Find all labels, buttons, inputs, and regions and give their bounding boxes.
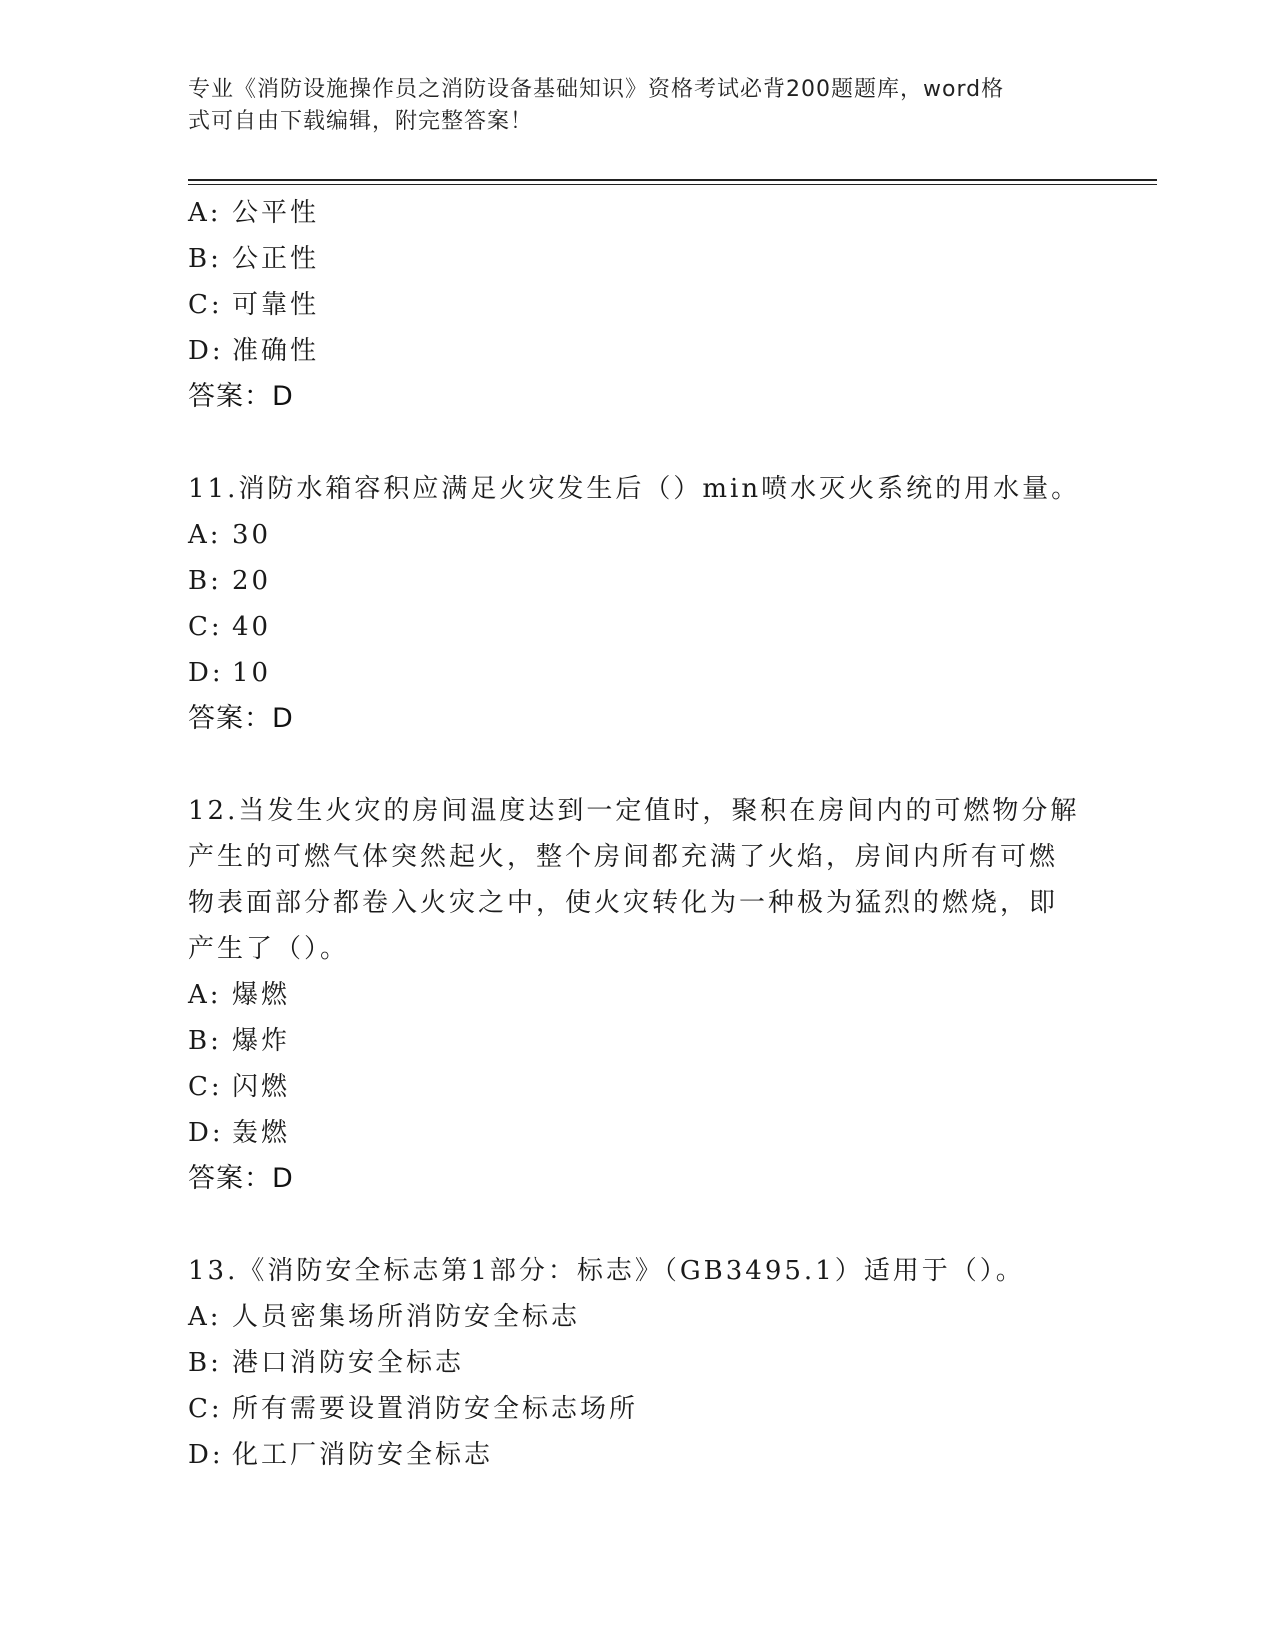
stem-line: 产生了（）。 [188, 934, 350, 964]
question-stem: 11.消防水箱容积应满足火灾发生后（）min喷水灭火系统的用水量。 [188, 474, 1081, 504]
answer: 答案：D [188, 381, 294, 412]
question-12 [188, 788, 1088, 1202]
option-b: B: 公正性 [188, 244, 320, 274]
question-13 [188, 1248, 1088, 1478]
option-d: D: 化工厂消防安全标志 [188, 1440, 494, 1470]
question-list [188, 190, 1088, 1478]
stem-line: 物表面部分都卷入火灾之中，使火灾转化为一种极为猛烈的燃烧，即 [188, 888, 1059, 918]
option-c: C: 闪燃 [188, 1072, 291, 1102]
header-line-2: 式可自由下载编辑，附完整答案！ [188, 109, 534, 134]
option-c: C: 可靠性 [188, 290, 320, 320]
option-a: A: 公平性 [188, 198, 320, 228]
option-d: D: 10 [188, 658, 272, 688]
question-stem: 13.《消防安全标志第1部分：标志》（GB3495.1）适用于（）。 [188, 1256, 1025, 1286]
option-a: A: 30 [188, 520, 272, 550]
option-b: B: 爆炸 [188, 1026, 291, 1056]
stem-line: 产生的可燃气体突然起火，整个房间都充满了火焰，房间内所有可燃 [188, 842, 1059, 872]
option-c: C: 所有需要设置消防安全标志场所 [188, 1394, 639, 1424]
answer: 答案：D [188, 1163, 294, 1194]
answer: 答案：D [188, 703, 294, 734]
header-divider-thick [188, 179, 1157, 181]
option-c: C: 40 [188, 612, 272, 642]
option-d: D: 准确性 [188, 336, 320, 366]
document-header [188, 74, 1088, 138]
question-10 [188, 190, 1088, 420]
option-d: D: 轰燃 [188, 1118, 291, 1148]
option-b: B: 20 [188, 566, 272, 596]
option-a: A: 人员密集场所消防安全标志 [188, 1302, 581, 1332]
option-a: A: 爆燃 [188, 980, 291, 1010]
header-divider-thin [188, 184, 1157, 185]
stem-line: 12.当发生火灾的房间温度达到一定值时，聚积在房间内的可燃物分解 [188, 796, 1080, 826]
header-line-1: 专业《消防设施操作员之消防设备基础知识》资格考试必背200题题库，word格 [188, 77, 1005, 102]
option-b: B: 港口消防安全标志 [188, 1348, 465, 1378]
question-stem [188, 788, 1088, 972]
question-11 [188, 466, 1088, 742]
